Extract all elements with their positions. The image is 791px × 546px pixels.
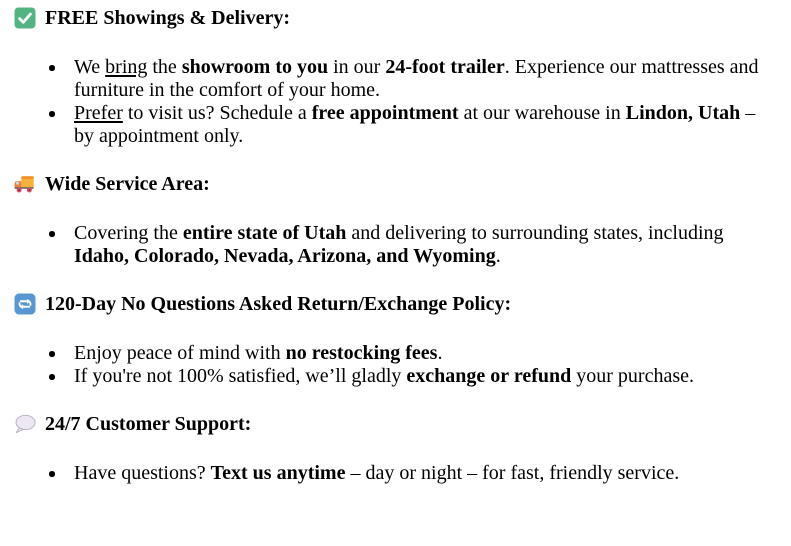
text-segment: – day or night – for fast, friendly service. (345, 462, 680, 484)
list-item (74, 102, 774, 148)
heading-text: Wide Service Area: (45, 173, 210, 195)
heading-text: FREE Showings & Delivery: (45, 7, 290, 29)
bullet-list (14, 342, 783, 388)
text-segment: Idaho, Colorado, Nevada, Arizona, and Wyoming (74, 245, 496, 267)
list-item (74, 222, 774, 268)
text-segment: at our warehouse in (458, 102, 626, 124)
document-body (14, 5, 783, 485)
text-segment: Enjoy peace of mind with (74, 342, 286, 364)
text-segment: . (495, 245, 501, 267)
bullet-list (14, 462, 783, 485)
heading-text: 120-Day No Questions Asked Return/Exchange Policy: (45, 293, 512, 315)
text-segment: free appointment (311, 102, 459, 124)
text-segment: . (437, 342, 443, 364)
text-segment: – by appointment only. (74, 102, 756, 147)
delivery-truck-icon (14, 173, 36, 195)
section-heading (14, 291, 783, 317)
text-segment: and delivering to surrounding states, including (346, 222, 724, 244)
text-segment: 24-foot trailer (385, 56, 505, 78)
text-segment: to visit us? Schedule a (122, 102, 312, 124)
list-item (74, 365, 774, 388)
text-segment: We (74, 56, 106, 78)
text-segment: entire state of Utah (182, 222, 347, 244)
text-segment: Text us anytime (210, 462, 346, 484)
text-segment: in our (328, 56, 386, 78)
section-heading (14, 171, 783, 197)
section-heading (14, 5, 783, 31)
text-segment: Covering the (74, 222, 183, 244)
repeat-icon (14, 293, 36, 315)
text-segment: If you're not 100% satisfied, we’ll gladly (74, 365, 407, 387)
check-icon (14, 7, 36, 29)
text-segment: your purchase. (571, 365, 694, 387)
text-segment: . Experience our mattresses and furniture in the comfort of your home. (74, 56, 759, 101)
text-segment: no restocking fees (285, 342, 438, 364)
text-segment: Have questions? (74, 462, 211, 484)
text-segment: the (147, 56, 182, 78)
text-segment: exchange or refund (406, 365, 572, 387)
bullet-list (14, 222, 783, 268)
text-segment: Lindon, Utah (625, 102, 741, 124)
section-heading (14, 411, 783, 437)
heading-text: 24/7 Customer Support: (45, 413, 252, 435)
text-segment: bring (105, 56, 148, 78)
list-item (74, 462, 774, 485)
list-item (74, 342, 774, 365)
bullet-list (14, 56, 783, 148)
text-segment: Prefer (74, 102, 123, 124)
speech-balloon-icon (14, 413, 36, 435)
text-segment: showroom to you (181, 56, 329, 78)
list-item (74, 56, 774, 102)
